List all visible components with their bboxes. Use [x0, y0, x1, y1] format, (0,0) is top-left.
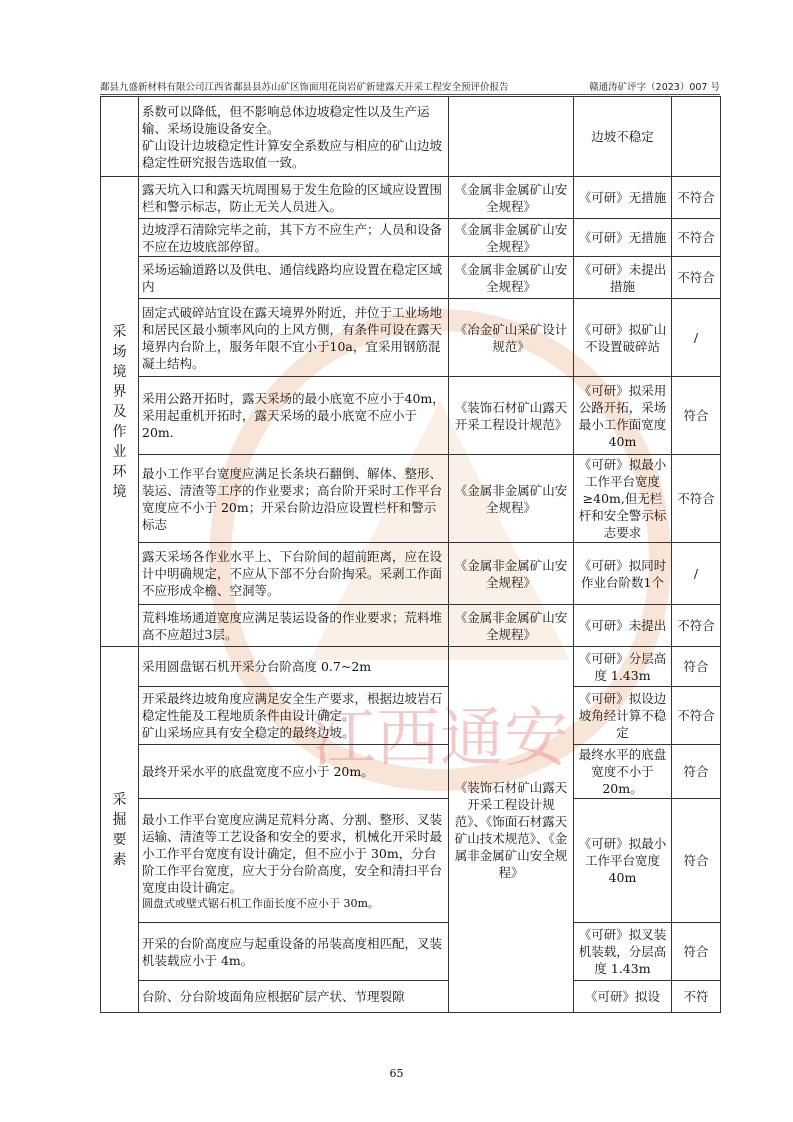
conclusion-cell: 符合: [672, 923, 721, 981]
requirement-text: 最终开采水平的底盘宽度不应小于 20m。: [142, 764, 374, 779]
basis-cell: 《装饰石材矿山露天开采工程设计规范》: [449, 377, 574, 455]
requirement-text: 固定式破碎站宜设在露天境界外附近，并位于工业场地和居民区最小频率风向的上风方侧，有条件可设在露天境界内台阶上，服务年限不宜小于10a，宜采用钢筋混凝土结构。: [142, 304, 443, 371]
requirement-cell: [139, 97, 449, 177]
conclusion-cell: 符合: [672, 745, 721, 799]
header-doc-number: 赣通涛矿评字（2023）007 号: [589, 82, 720, 93]
requirement-cell: [139, 647, 449, 687]
requirement-text: 采场运输道路以及供电、通信线路均应设置在稳定区域内: [142, 261, 443, 294]
page-header: [100, 79, 720, 93]
conclusion-cell: 不符: [672, 981, 721, 1013]
watermark-text: 江西通安: [312, 702, 568, 776]
table-row: [101, 923, 721, 981]
requirement-cell: [139, 923, 449, 981]
basis-cell: [449, 97, 574, 177]
basis-cell: 《装饰石材矿山露天开采工程设计规范》、《饰面石材露天矿山技术规范》、《金属非金属矿山安全规程》: [449, 647, 574, 1013]
requirement-cell: [139, 177, 449, 219]
requirement-text: 开采最终边坡角度应满足安全生产要求，根据边坡岩石稳定性能及工程地质条件由设计确定。: [142, 691, 443, 723]
conclusion-cell: [672, 97, 721, 177]
requirement-text: 矿山采场应具有安全稳定的最终边坡。: [142, 725, 355, 740]
basis-cell: 《金属非金属矿山安全规程》: [449, 177, 574, 219]
condition-cell: 最终水平的底盘宽度不小于20m。: [574, 745, 672, 799]
table-row: [101, 177, 721, 219]
requirement-text: 采用公路开拓时，露天采场的最小底宽不应小于40m，采用起重机开拓时，露天采场的最小底宽不应小于 20m.: [142, 391, 445, 440]
condition-cell: 《可研》未提出措施: [574, 257, 672, 299]
requirement-cell: [139, 543, 449, 605]
requirement-cell: [139, 299, 449, 377]
condition-cell: 《可研》拟同时作业台阶数1个: [574, 543, 672, 605]
condition-cell: 《可研》拟最小工作平台宽度≥40m,但无栏杆和安全警示标志要求: [574, 455, 672, 543]
requirement-text: 矿山设计边坡稳定性计算安全系数应与相应的矿山边坡稳定性研究报告选取值一致。: [142, 137, 443, 170]
category-cell: 采掘要素: [101, 647, 139, 1013]
conclusion-cell: /: [672, 543, 721, 605]
requirement-text: 采用圆盘锯石机开采分台阶高度 0.7~2m: [142, 659, 372, 674]
condition-cell: 《可研》拟采用公路开拓，采场最小工作面宽度 40m: [574, 377, 672, 455]
table-row: [101, 455, 721, 543]
requirement-text: 边坡浮石清除完毕之前，其下方不应生产；人员和设备不应在边坡底部停留。: [142, 221, 443, 254]
conclusion-cell: 符合: [672, 799, 721, 923]
conclusion-cell: 不符合: [672, 219, 721, 257]
table-row: [101, 981, 721, 1013]
basis-cell: 《金属非金属矿山安全规程》: [449, 219, 574, 257]
condition-cell: 《可研》无措施: [574, 177, 672, 219]
table-row: [101, 605, 721, 647]
requirement-cell: [139, 605, 449, 647]
requirement-text: 开采的台阶高度应与起重设备的吊装高度相匹配，叉装机装载应小于 4m。: [142, 935, 443, 968]
condition-cell: 《可研》拟矿山不设置破碎站: [574, 299, 672, 377]
basis-cell: 《金属非金属矿山安全规程》: [449, 605, 574, 647]
condition-cell: 《可研》拟最小工作平台宽度 40m: [574, 799, 672, 923]
header-rule: [100, 94, 720, 95]
requirement-cell: [139, 799, 449, 923]
table-row: [101, 219, 721, 257]
requirement-cell: [139, 257, 449, 299]
category-cell: 采场境界及作业环境: [101, 177, 139, 647]
table-row: [101, 543, 721, 605]
condition-cell: 《可研》拟叉装机装载，分层高度 1.43m: [574, 923, 672, 981]
condition-cell: 《可研》未提出: [574, 605, 672, 647]
requirement-text: 台阶、分台阶坡面角应根据矿层产状、节理裂隙: [142, 989, 405, 1004]
basis-cell: 《冶金矿山采矿设计规范》: [449, 299, 574, 377]
evaluation-table: [100, 96, 721, 1013]
page-number: 65: [389, 1067, 404, 1080]
condition-cell: 《可研》无措施: [574, 219, 672, 257]
conclusion-cell: 符合: [672, 377, 721, 455]
table-row: [101, 299, 721, 377]
requirement-text: 最小工作平台宽度应满足长条块石翻倒、解体、整形、装运、清渣等工序的作业要求；高台阶开采时工作平台宽度应不小于 20m；开采台阶边沿应设置栏杆和警示标志: [142, 465, 443, 532]
table-row: [101, 647, 721, 687]
conclusion-cell: 不符合: [672, 687, 721, 745]
category-cell: [101, 97, 139, 177]
basis-cell: 《金属非金属矿山安全规程》: [449, 257, 574, 299]
conclusion-cell: 不符合: [672, 605, 721, 647]
requirement-cell: [139, 981, 449, 1013]
table-row: [101, 799, 721, 923]
requirement-text: 荒料堆场通道宽度应满足装运设备的作业要求；荒料堆高不应超过3层。: [142, 609, 443, 642]
condition-cell: 边坡不稳定: [574, 97, 672, 177]
conclusion-cell: 不符合: [672, 455, 721, 543]
requirement-cell: [139, 687, 449, 745]
requirement-text: 系数可以降低，但不影响总体边坡稳定性以及生产运输、采场设施设备安全。: [142, 103, 430, 136]
header-title: 鄱县九盛新材料有限公司江西省鄱县县苏山矿区饰面用花岗岩矿新建露天开采工程安全预评价报告: [100, 82, 509, 93]
table-row: [101, 257, 721, 299]
table-row: [101, 745, 721, 799]
table-row: [101, 687, 721, 745]
requirement-cell: [139, 377, 449, 455]
requirement-text: 露天坑入口和露天坑周围易于发生危险的区域应设置围栏和警示标志，防止无关人员进入。: [142, 181, 443, 214]
basis-cell: 《金属非金属矿山安全规程》: [449, 455, 574, 543]
condition-cell: 《可研》拟设: [574, 981, 672, 1013]
table-row: [101, 97, 721, 177]
requirement-cell: [139, 745, 449, 799]
basis-cell: 《金属非金属矿山安全规程》: [449, 543, 574, 605]
requirement-text: 露天采场各作业水平上、下台阶间的超前距离，应在设计中明确规定，不应从下部不分台阶掏采。采剥工作面不应形成伞檐、空洞等。: [142, 549, 443, 598]
requirement-cell: [139, 455, 449, 543]
conclusion-cell: 不符合: [672, 257, 721, 299]
table-row: [101, 377, 721, 455]
requirement-text: 圆盘式或壁式锯石机工作面长度不应小于 30m。: [142, 896, 379, 910]
conclusion-cell: 不符合: [672, 177, 721, 219]
conclusion-cell: /: [672, 299, 721, 377]
condition-cell: 《可研》分层高度 1.43m: [574, 647, 672, 687]
requirement-text: 最小工作平台宽度应满足荒料分离、分割、整形、叉装运输、清渣等工艺设备和安全的要求，机械化开采时最小工作平台宽度有设计确定，但不应小于 30m，分台阶工作平台宽度，应大于分台阶高度，安全和清扫平台宽度由设计确定。: [142, 811, 443, 895]
condition-cell: 《可研》拟设边坡角经计算不稳定: [574, 687, 672, 745]
requirement-cell: [139, 219, 449, 257]
conclusion-cell: 符合: [672, 647, 721, 687]
